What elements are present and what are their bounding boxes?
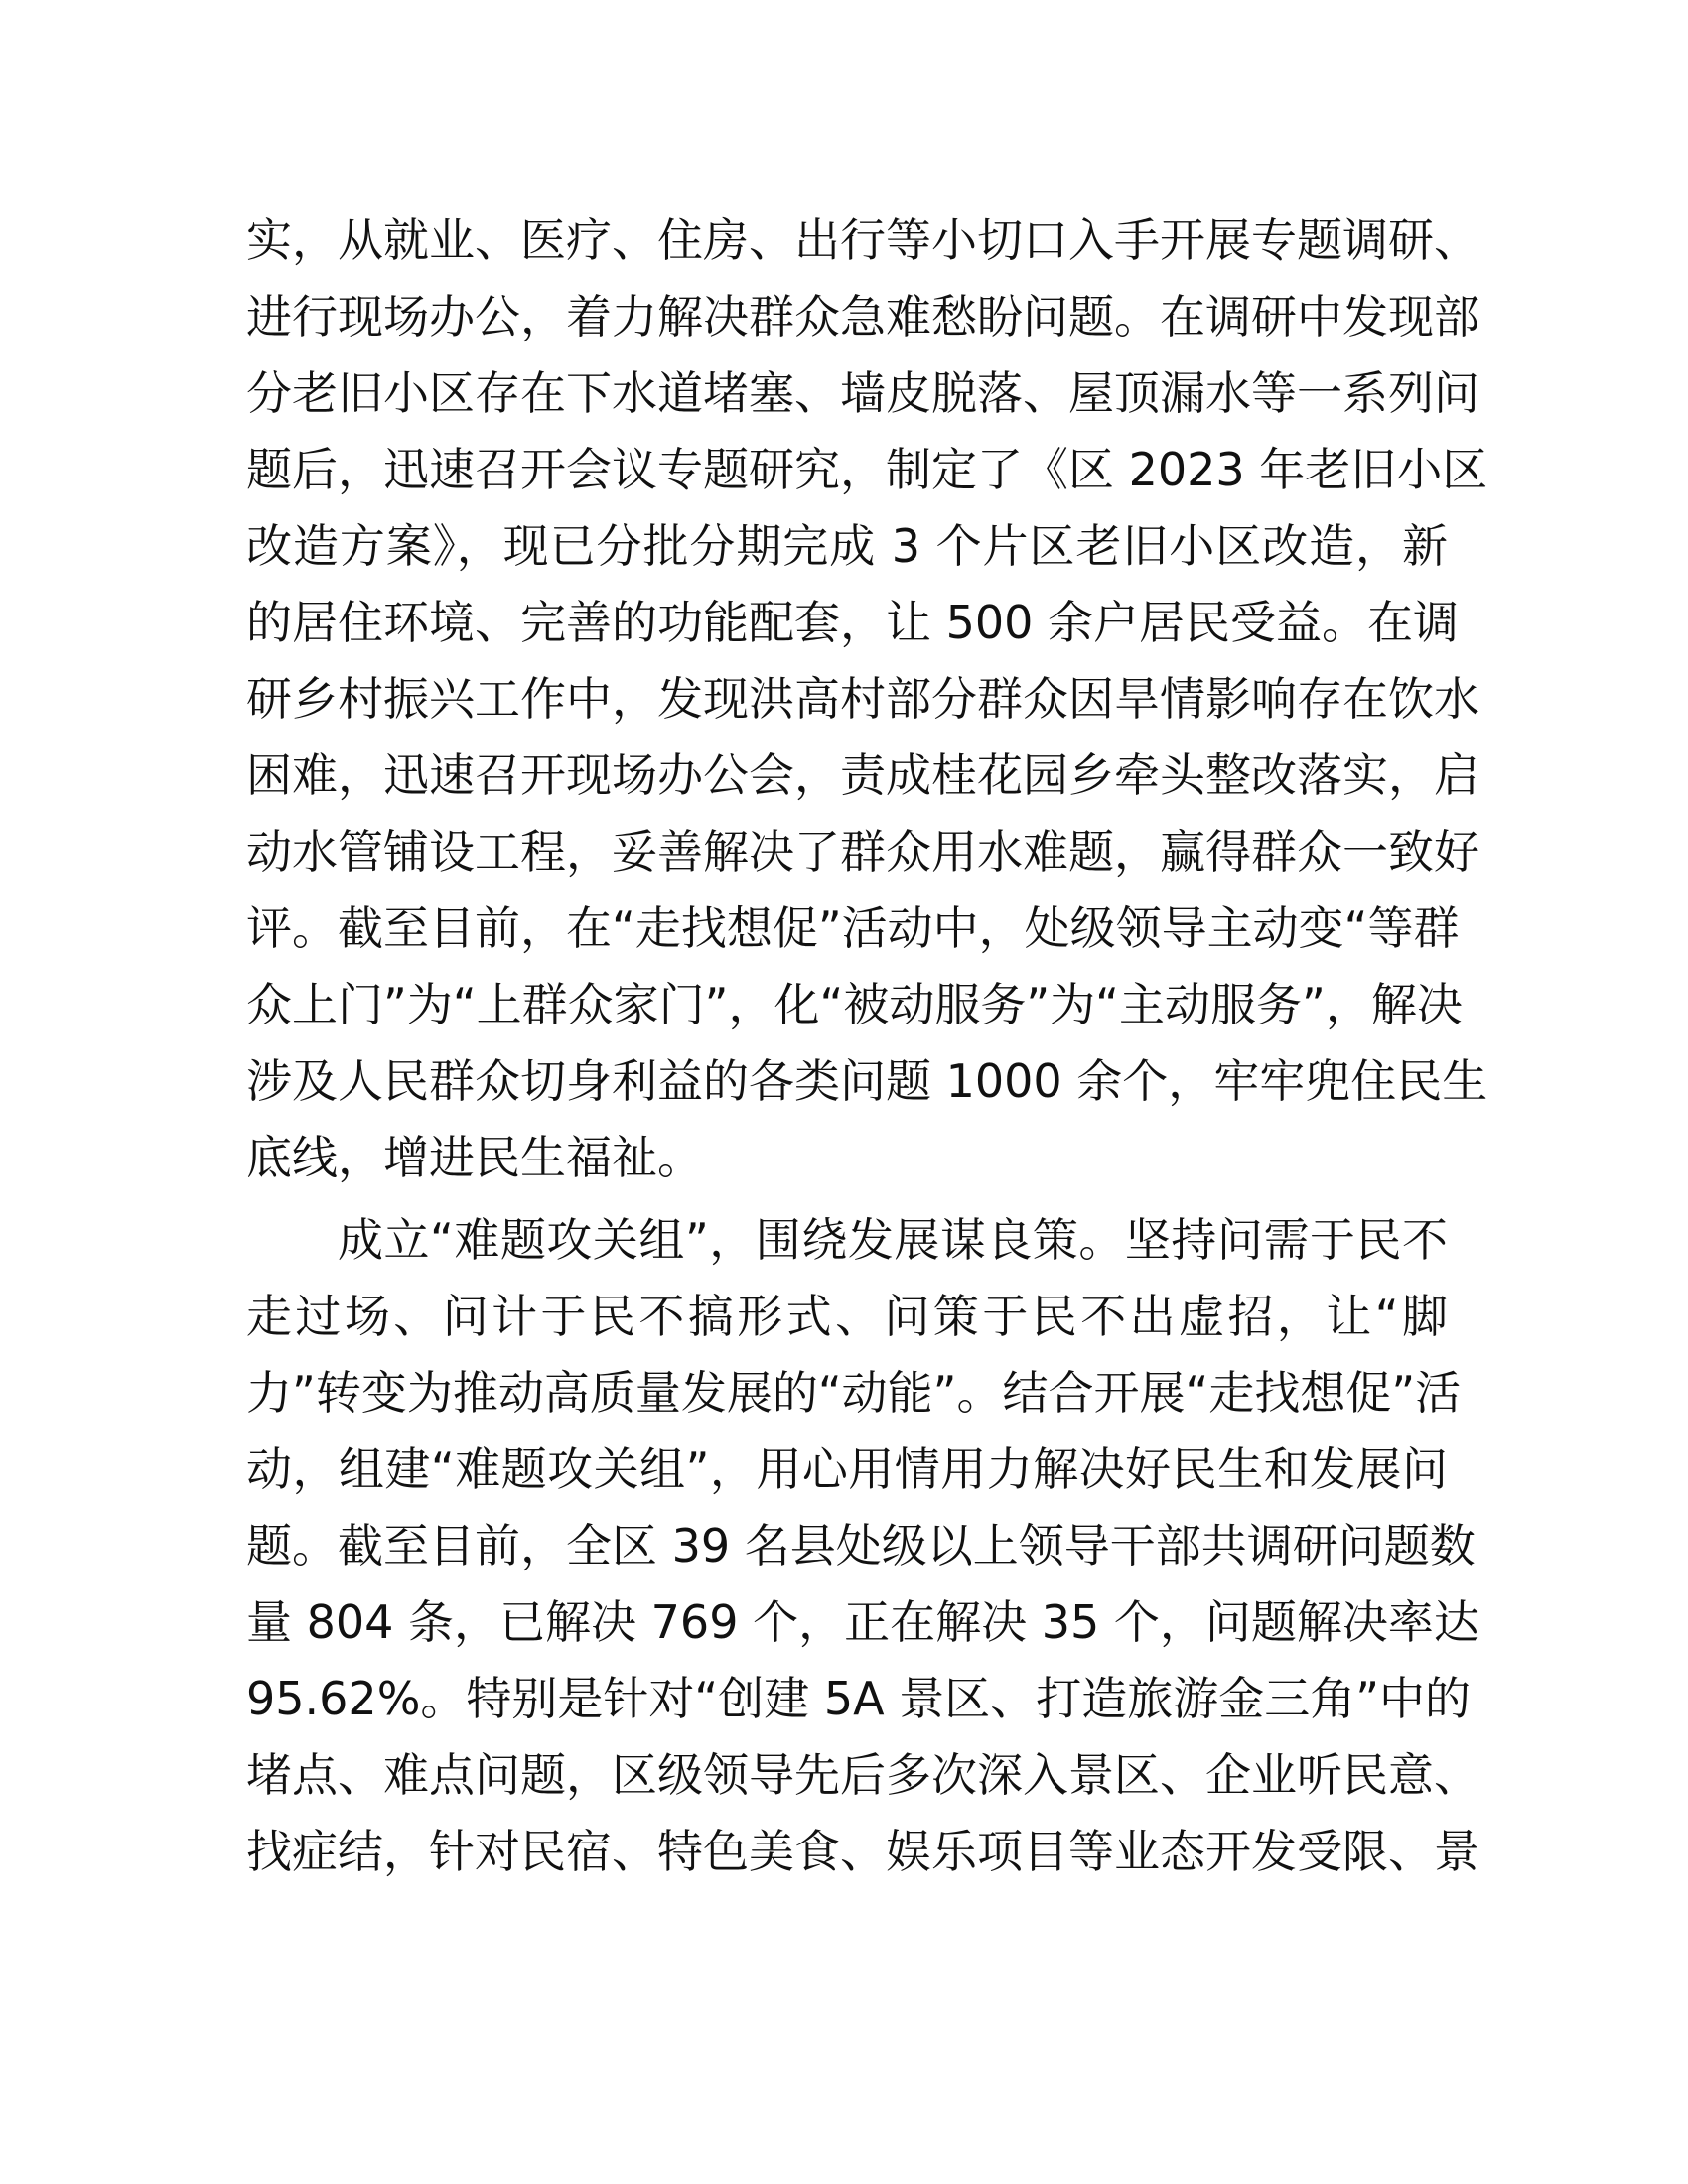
- text-line: 题。截至目前，全区 39 名县处级以上领导干部共调研问题数: [246, 1519, 1476, 1572]
- paragraph-1: [246, 203, 1488, 1196]
- text-line: 题后，迅速召开会议专题研究，制定了《区 2023 年老旧小区: [246, 443, 1488, 496]
- text-line: 力”转变为推动高质量发展的“动能”。结合开展“走找想促”活: [246, 1366, 1462, 1420]
- text-line: 困难，迅速召开现场办公会，责成桂花园乡牵头整改落实，启: [246, 749, 1479, 802]
- text-line: 评。截至目前，在“走找想促”活动中，处级领导主动变“等群: [246, 901, 1460, 955]
- text-line: 研乡村振兴工作中，发现洪高村部分群众因旱情影响存在饮水: [246, 672, 1479, 726]
- text-line: 进行现场办公，着力解决群众急难愁盼问题。在调研中发现部: [246, 290, 1479, 343]
- text-line: 底线，增进民生福祉。: [246, 1131, 703, 1184]
- text-line: 涉及人民群众切身利益的各类问题 1000 余个，牢牢兜住民生: [246, 1054, 1488, 1108]
- text-line: 的居住环境、完善的功能配套，让 500 余户居民受益。在调: [246, 596, 1460, 649]
- text-line: 走过场、问计于民不搞形式、问策于民不出虚招，让“脚: [246, 1290, 1448, 1343]
- text-line: 实，从就业、医疗、住房、出行等小切口入手开展专题调研、: [246, 213, 1479, 267]
- text-line: 堵点、难点问题，区级领导先后多次深入景区、企业听民意、: [246, 1748, 1479, 1802]
- text-line: 动，组建“难题攻关组”，用心用情用力解决好民生和发展问: [246, 1442, 1448, 1496]
- text-line: 改造方案》，现已分批分期完成 3 个片区老旧小区改造，新: [246, 519, 1448, 573]
- text-line: 成立“难题攻关组”，围绕发展谋良策。坚持问需于民不: [338, 1213, 1448, 1267]
- paragraph-2: [246, 1202, 1479, 1890]
- text-line: 众上门”为“上群众家门”，化“被动服务”为“主动服务”，解决: [246, 978, 1463, 1031]
- text-line: 量 804 条，已解决 769 个，正在解决 35 个，问题解决率达: [246, 1595, 1479, 1649]
- body-text: [246, 203, 1488, 1890]
- text-line: 动水管铺设工程，妥善解决了群众用水难题，赢得群众一致好: [246, 825, 1479, 879]
- text-line: 分老旧小区存在下水道堵塞、墙皮脱落、屋顶漏水等一系列问: [246, 366, 1479, 420]
- text-line: 95.62%。特别是针对“创建 5A 景区、打造旅游金三角”中的: [246, 1672, 1472, 1725]
- text-line: 找症结，针对民宿、特色美食、娱乐项目等业态开发受限、景: [246, 1825, 1479, 1878]
